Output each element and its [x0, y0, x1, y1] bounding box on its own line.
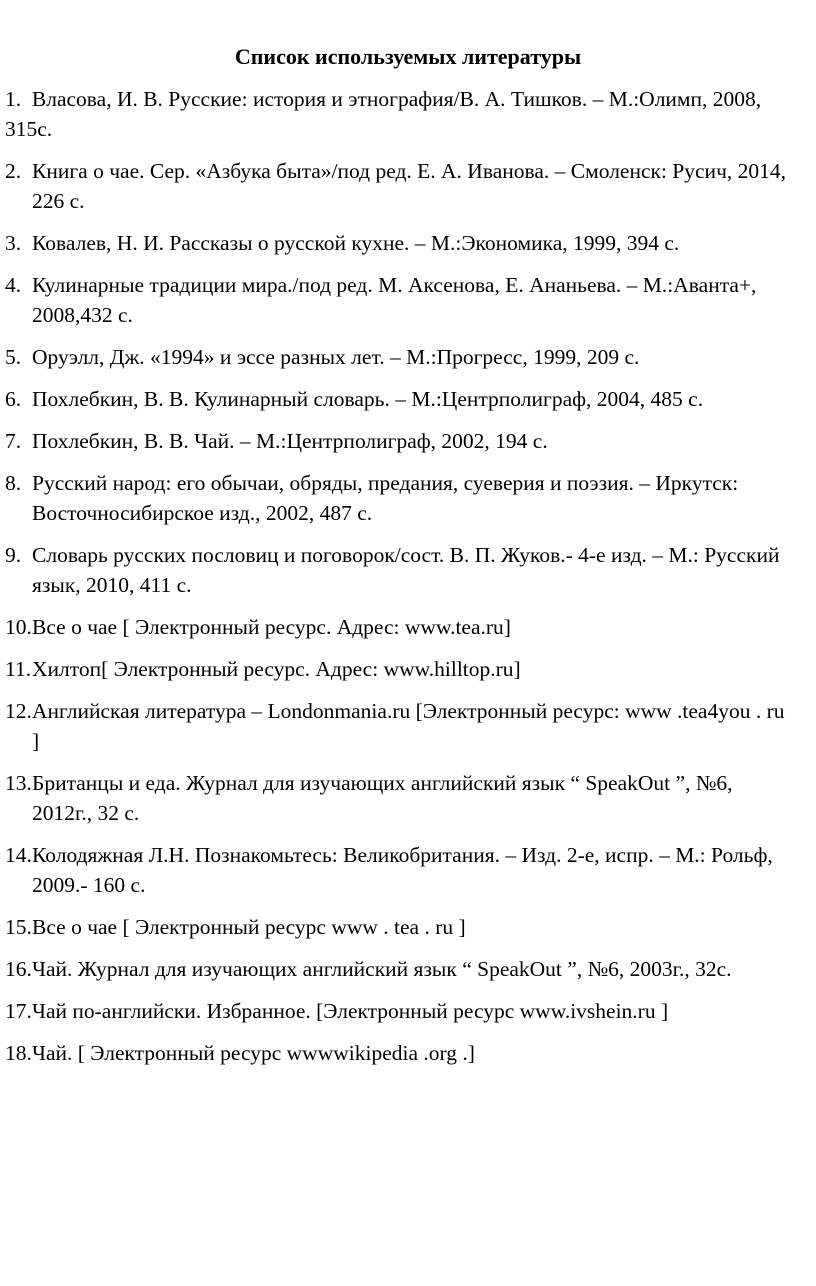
item-text: Все о чае [ Электронный ресурс www . tea . ru ]	[32, 915, 466, 939]
item-number: 7.	[5, 429, 22, 453]
item-number: 11.	[5, 657, 32, 681]
list-item	[0, 954, 816, 984]
item-number: 2.	[5, 159, 22, 183]
list-item	[0, 228, 816, 258]
list-item	[0, 654, 816, 684]
item-text: Словарь русских пословиц и поговорок/сост. В. П. Жуков.- 4-е изд. – М.: Русский язык, 2010, 411 с.	[32, 543, 780, 597]
item-text: Оруэлл, Дж. «1994» и эссе разных лет. – М.:Прогресс, 1999, 209 с.	[32, 345, 640, 369]
item-text: Книга о чае. Сер. «Азбука быта»/под ред. Е. А. Иванова. – Смоленск: Русич, 2014, 226 с.	[32, 159, 787, 213]
item-text: Все о чае [ Электронный ресурс. Адрес: www.tea.ru]	[32, 615, 511, 639]
item-number: 4.	[5, 273, 22, 297]
item-text: Похлебкин, В. В. Чай. – М.:Центрполиграф, 2002, 194 с.	[32, 429, 548, 453]
item-text: Британцы и еда. Журнал для изучающих английский язык “ SpeakOut ”, №6, 2012г., 32 с.	[32, 771, 733, 825]
item-number: 5.	[5, 345, 22, 369]
list-item	[0, 426, 816, 456]
item-text: Кулинарные традиции мира./под ред. М. Аксенова, Е. Ананьева. – М.:Аванта+, 2008,432 с.	[32, 273, 757, 327]
item-text: Чай. Журнал для изучающих английский язык “ SpeakOut ”, №6, 2003г., 32с.	[32, 957, 732, 981]
item-text: Чай. [ Электронный ресурс wwwwikipedia .org .]	[32, 1041, 475, 1065]
item-number: 12.	[5, 699, 32, 723]
item-number: 15.	[5, 915, 32, 939]
list-item	[0, 1038, 816, 1068]
item-text: Похлебкин, В. В. Кулинарный словарь. – М.:Центрполиграф, 2004, 485 с.	[32, 387, 704, 411]
list-item	[0, 696, 816, 756]
item-number: 9.	[5, 543, 22, 567]
item-text: Хилтоп[ Электронный ресурс. Адрес: www.hilltop.ru]	[32, 657, 521, 681]
item-number: 10.	[5, 615, 32, 639]
item-number: 6.	[5, 387, 22, 411]
list-item	[0, 156, 816, 216]
list-item	[0, 270, 816, 330]
item-text: Ковалев, Н. И. Рассказы о русской кухне. – М.:Экономика, 1999, 394 с.	[32, 231, 680, 255]
item-text: Чай по-английски. Избранное. [Электронный ресурс www.ivshein.ru ]	[32, 999, 669, 1023]
list-item	[0, 768, 816, 828]
list-item	[0, 84, 816, 144]
list-item	[0, 912, 816, 942]
item-number: 8.	[5, 471, 22, 495]
item-number: 3.	[5, 231, 22, 255]
list-item	[0, 384, 816, 414]
item-text: Английская литература – Londonmania.ru [Электронный ресурс: www .tea4you . ru ]	[32, 699, 785, 753]
item-number: 16.	[5, 957, 32, 981]
item-number: 1.	[5, 87, 22, 111]
item-text: Власова, И. В. Русские: история и этнография/В. А. Тишков. – М.:Олимп, 2008, 315с.	[5, 87, 762, 141]
item-number: 13.	[5, 771, 32, 795]
item-number: 17.	[5, 999, 32, 1023]
list-item	[0, 468, 816, 528]
list-item	[0, 540, 816, 600]
list-item	[0, 342, 816, 372]
list-item	[0, 612, 816, 642]
item-number: 14.	[5, 843, 32, 867]
list-item	[0, 840, 816, 900]
page-title: Список используемых литературы	[234, 44, 582, 69]
item-text: Колодяжная Л.Н. Познакомьтесь: Великобритания. – Изд. 2-е, испр. – М.: Рольф, 2009.- 160 с.	[32, 843, 773, 897]
item-text: Русский народ: его обычаи, обряды, предания, суеверия и поэзия. – Иркутск: Восточносибирское изд., 2002, 487 с.	[32, 471, 739, 525]
item-number: 18.	[5, 1041, 32, 1065]
list-item	[0, 996, 816, 1026]
reference-list	[0, 84, 816, 1080]
